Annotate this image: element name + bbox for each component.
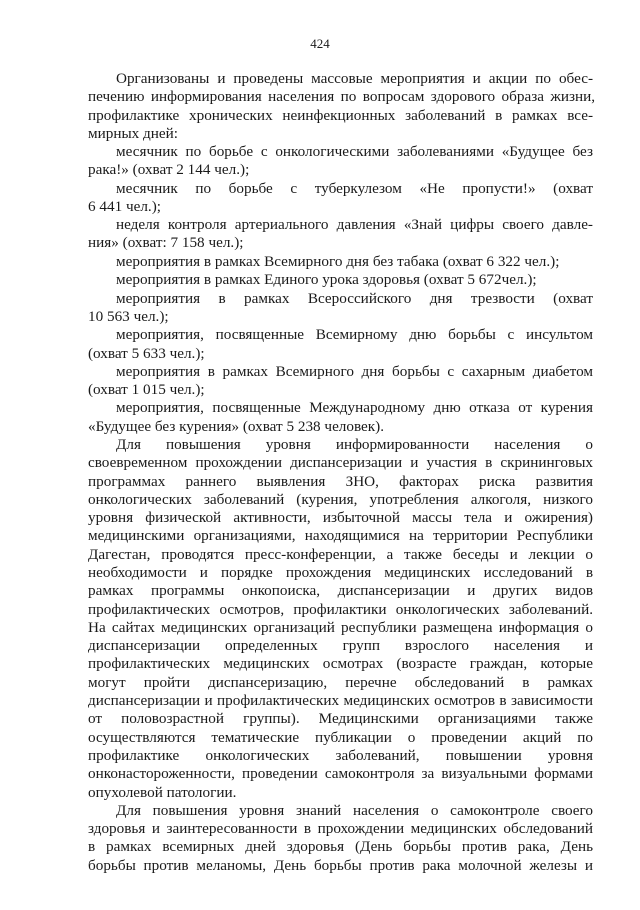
paragraph-awareness-screening-line: профилактических медицинских осмотрах (возрасте граждан, которые <box>88 655 593 672</box>
list-item-health-lesson-line: мероприятия в рамках Единого урока здоровья (охват 5 672чел.); <box>116 271 537 288</box>
list-item-stroke-day-line: мероприятия, посвященные Всемирному дню борьбы с инсультом <box>116 326 593 343</box>
list-item-smoking-refusal-day-line: мероприятия, посвященные Международному дню отказа от курения <box>116 399 593 416</box>
paragraph-awareness-screening-line: необходимости и порядке прохождения медицинских исследований в <box>88 564 593 581</box>
list-item-blood-pressure-week-line: ния» (охват: 7 158 чел.); <box>88 234 244 251</box>
paragraph-awareness-screening-line: Для повышения уровня информированности населения о <box>116 436 593 453</box>
paragraph-awareness-screening-line: опухолевой патологии. <box>88 784 237 801</box>
paragraph-self-control-line: в рамках всемирных дней здоровья (День борьбы против рака, День <box>88 838 593 855</box>
paragraph-awareness-screening-line: осуществляются тематические публикации о проведении акций по <box>88 729 593 746</box>
paragraph-awareness-screening-line: рамках программы онкопоиска, диспансеризации и других видов <box>88 582 593 599</box>
list-item-blood-pressure-week-line: неделя контроля артериального давления «Знай цифры своего давле- <box>116 216 593 233</box>
paragraph-mass-events-line: Организованы и проведены массовые мероприятия и акции по обес- <box>116 70 593 87</box>
paragraph-awareness-screening-line: своевременном прохождении диспансеризации и участия в скрининговых <box>88 454 593 471</box>
paragraph-awareness-screening-line: диспансеризации и профилактических медицинских осмотров в зависимости <box>88 692 593 709</box>
list-item-no-tobacco-day-line: мероприятия в рамках Всемирного дня без табака (охват 6 322 чел.); <box>116 253 560 270</box>
list-item-diabetes-day-line: мероприятия в рамках Всемирного дня борьбы с сахарным диабетом <box>116 363 593 380</box>
paragraph-self-control-line: борьбы против меланомы, День борьбы против рака молочной железы и <box>88 857 593 874</box>
paragraph-self-control-line: здоровья и заинтересованности в прохождении медицинских обследований <box>88 820 593 837</box>
list-item-tuberculosis-month-line: 6 441 чел.); <box>88 198 162 215</box>
paragraph-self-control-line: Для повышения уровня знаний населения о самоконтроле своего <box>116 802 593 819</box>
paragraph-awareness-screening-line: от половозрастной группы). Медицинскими организациями также <box>88 710 593 727</box>
paragraph-mass-events-line: печению информирования населения по вопросам здорового образа жизни, <box>88 88 595 105</box>
list-item-tuberculosis-month-line: месячник по борьбе с туберкулезом «Не пропусти!» (охват <box>116 180 593 197</box>
paragraph-mass-events-line: профилактике хронических неинфекционных заболеваний в рамках все- <box>88 107 593 124</box>
paragraph-mass-events-line: мирных дней: <box>88 125 178 142</box>
list-item-sobriety-day-line: мероприятия в рамках Всероссийского дня трезвости (охват <box>116 290 593 307</box>
paragraph-awareness-screening-line: профилактике онкологических заболеваний, повышении уровня <box>88 747 593 764</box>
page-number: 424 <box>310 36 330 51</box>
list-item-cancer-month-line: рака!» (охват 2 144 чел.); <box>88 161 250 178</box>
list-item-sobriety-day-line: 10 563 чел.); <box>88 308 169 325</box>
paragraph-awareness-screening-line: медицинскими организациями, находящимися на территории Республики <box>88 527 593 544</box>
paragraph-awareness-screening-line: могут пройти диспансеризацию, перечне обследований в рамках <box>88 674 593 691</box>
paragraph-awareness-screening-line: программах раннего выявления ЗНО, факторах риска развития <box>88 473 593 490</box>
paragraph-awareness-screening-line: онкологических заболеваний (курения, употребления алкоголя, низкого <box>88 491 593 508</box>
paragraph-awareness-screening-line: уровня физической активности, избыточной массы тела и ожирения) <box>88 509 593 526</box>
list-item-diabetes-day-line: (охват 1 015 чел.); <box>88 381 205 398</box>
list-item-stroke-day-line: (охват 5 633 чел.); <box>88 345 205 362</box>
paragraph-awareness-screening-line: онконастороженности, проведении самоконтроля за визуальными формами <box>88 765 593 782</box>
list-item-smoking-refusal-day-line: «Будущее без курения» (охват 5 238 человек). <box>88 418 385 435</box>
paragraph-awareness-screening-line: Дагестан, проводятся пресс-конференции, а также беседы и лекции о <box>88 546 593 563</box>
list-item-cancer-month-line: месячник по борьбе с онкологическими заболеваниями «Будущее без <box>116 143 593 160</box>
paragraph-awareness-screening-line: профилактических осмотров, профилактики онкологических заболеваний. <box>88 601 593 618</box>
paragraph-awareness-screening-line: На сайтах медицинских организаций республики размещена информация о <box>88 619 593 636</box>
paragraph-awareness-screening-line: диспансеризации определенных групп взрослого населения и <box>88 637 593 654</box>
